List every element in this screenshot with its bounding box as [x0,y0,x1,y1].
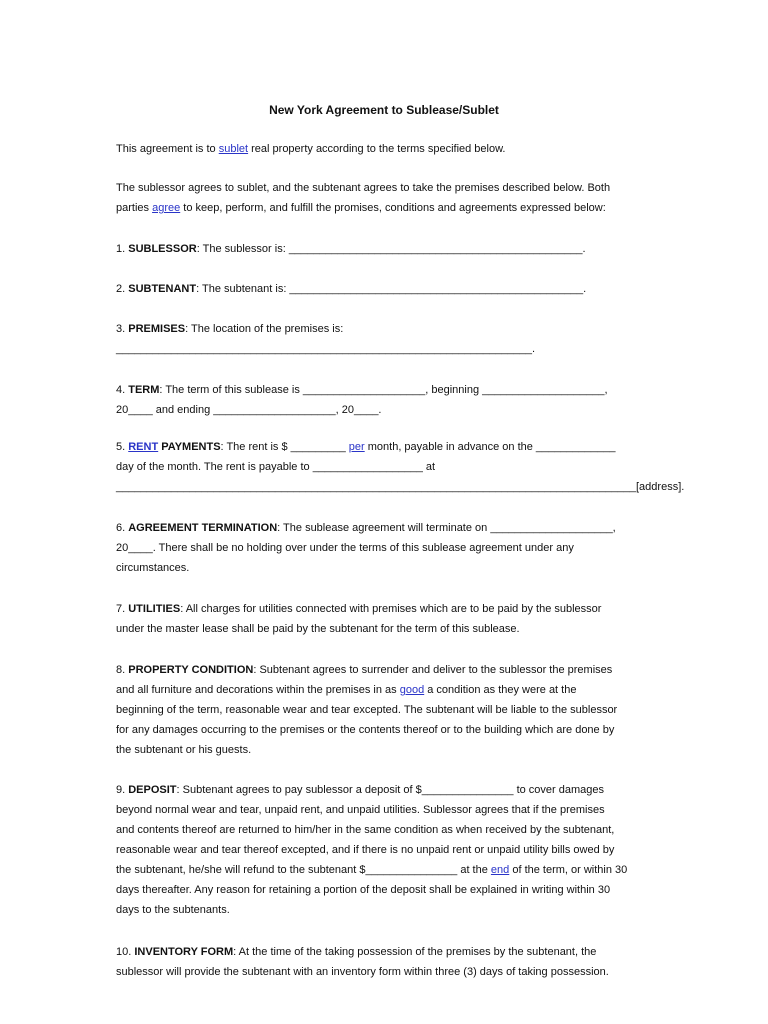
intro-text-end: real property according to the terms specified below. [248,143,506,155]
premises-blank-line: ____________________________________________________________________. [116,343,536,355]
section-heading: UTILITIES [128,603,181,615]
utilities-line-2: under the master lease shall be paid by the subtenant for the term of this sublease. [116,623,520,635]
parties-paragraph [116,178,656,218]
condition-line-3: beginning of the term, reasonable wear and tear excepted. The subtenant will be liable to the sublessor [116,704,618,716]
good-link[interactable]: good [399,684,425,696]
section-text: : The sublease agreement will terminate on ____________________, [277,522,616,534]
section-heading: SUBLESSOR [128,243,197,255]
condition-line-5: the subtenant or his guests. [116,744,252,756]
section-number: 4. [116,384,129,396]
section-number: 8. [116,664,129,676]
deposit-line-2: beyond normal wear and tear, unpaid rent, and unpaid utilities. Sublessor agrees that if the premises [116,804,605,816]
termination-line-3: circumstances. [116,562,190,574]
section-subtenant [116,279,656,299]
section-heading: TERM [128,384,160,396]
section-deposit [116,780,656,920]
section-text: : The term of this sublease is ____________________, beginning ____________________, [159,384,608,396]
section-number: 10. [116,946,135,958]
section-number: 5. [116,441,129,453]
section-heading: SUBTENANT [128,283,197,295]
deposit-text-end: of the term, or within 30 [509,864,628,876]
termination-line-2: 20____. There shall be no holding over under the terms of this sublease agreement under any [116,542,574,554]
condition-text-end: a condition as they were at the [424,684,577,696]
section-number: 6. [116,522,129,534]
rent-address-line: _____________________________________________________________________________________[address]. [116,481,685,493]
sublet-link[interactable]: sublet [218,143,249,155]
section-number: 1. [116,243,129,255]
section-text: : All charges for utilities connected with premises which are to be paid by the sublessor [180,603,602,615]
rent-link[interactable]: RENT [128,441,159,453]
section-text: : Subtenant agrees to pay sublessor a deposit of $_______________ to cover damages [176,784,605,796]
condition-line-4: for any damages occurring to the premises or the contents thereof or to the building which are done by [116,724,615,736]
section-text: : The location of the premises is: [185,323,344,335]
parties-text-end: to keep, perform, and fulfill the promises, conditions and agreements expressed below: [180,202,606,214]
deposit-line-7: days to the subtenants. [116,904,230,916]
section-heading: AGREEMENT TERMINATION [128,522,278,534]
deposit-line-3: and contents thereof are returned to him/her in the same condition as when received by the subtenant, [116,824,615,836]
section-premises [116,319,656,359]
section-text: : The sublessor is: ________________________________________________. [196,243,586,255]
section-text: : The rent is $ _________ [220,441,349,453]
section-heading: PAYMENTS [158,441,221,453]
section-heading: PREMISES [128,323,186,335]
section-inventory-form [116,942,656,982]
section-sublessor [116,239,656,259]
section-utilities [116,599,656,639]
section-property-condition [116,660,656,760]
parties-line-2 [116,198,656,218]
section-number: 9. [116,784,129,796]
section-heading: INVENTORY FORM [134,946,234,958]
end-link[interactable]: end [490,864,510,876]
section-term [116,380,656,420]
section-text: : At the time of the taking possession of the premises by the subtenant, the [233,946,597,958]
section-agreement-termination [116,518,656,578]
document-title: New York Agreement to Sublease/Sublet [269,103,499,117]
section-text: : Subtenant agrees to surrender and deliver to the sublessor the premises [253,664,613,676]
agree-link[interactable]: agree [152,202,181,214]
intro-text: This agreement is to [116,143,219,155]
section-number: 3. [116,323,129,335]
parties-line-1: The sublessor agrees to sublet, and the subtenant agrees to take the premises described below. Both [116,182,611,194]
term-line-2: 20____ and ending ____________________, 20____. [116,404,382,416]
section-rent-payments [116,437,685,497]
condition-text: and all furniture and decorations within the premises in as [116,684,400,696]
per-link[interactable]: per [348,441,365,453]
section-heading: PROPERTY CONDITION [128,664,254,676]
section-text: : The subtenant is: ________________________________________________. [196,283,587,295]
section-number: 2. [116,283,129,295]
deposit-line-4: reasonable wear and tear thereof excepted, and if there is no unpaid rent or unpaid utility bills owed by [116,844,615,856]
rent-line-2: day of the month. The rent is payable to __________________ at [116,461,436,473]
parties-text: parties [116,202,153,214]
section-number: 7. [116,603,129,615]
section-text-end: month, payable in advance on the _____________ [364,441,616,453]
deposit-text: the subtenant, he/she will refund to the subtenant $_______________ at the [116,864,491,876]
section-heading: DEPOSIT [128,784,177,796]
deposit-line-6: days thereafter. Any reason for retaining a portion of the deposit shall be explained in writing within 30 [116,884,611,896]
intro-paragraph [116,139,656,159]
inventory-line-2: sublessor will provide the subtenant with an inventory form within three (3) days of taking possession. [116,966,609,978]
